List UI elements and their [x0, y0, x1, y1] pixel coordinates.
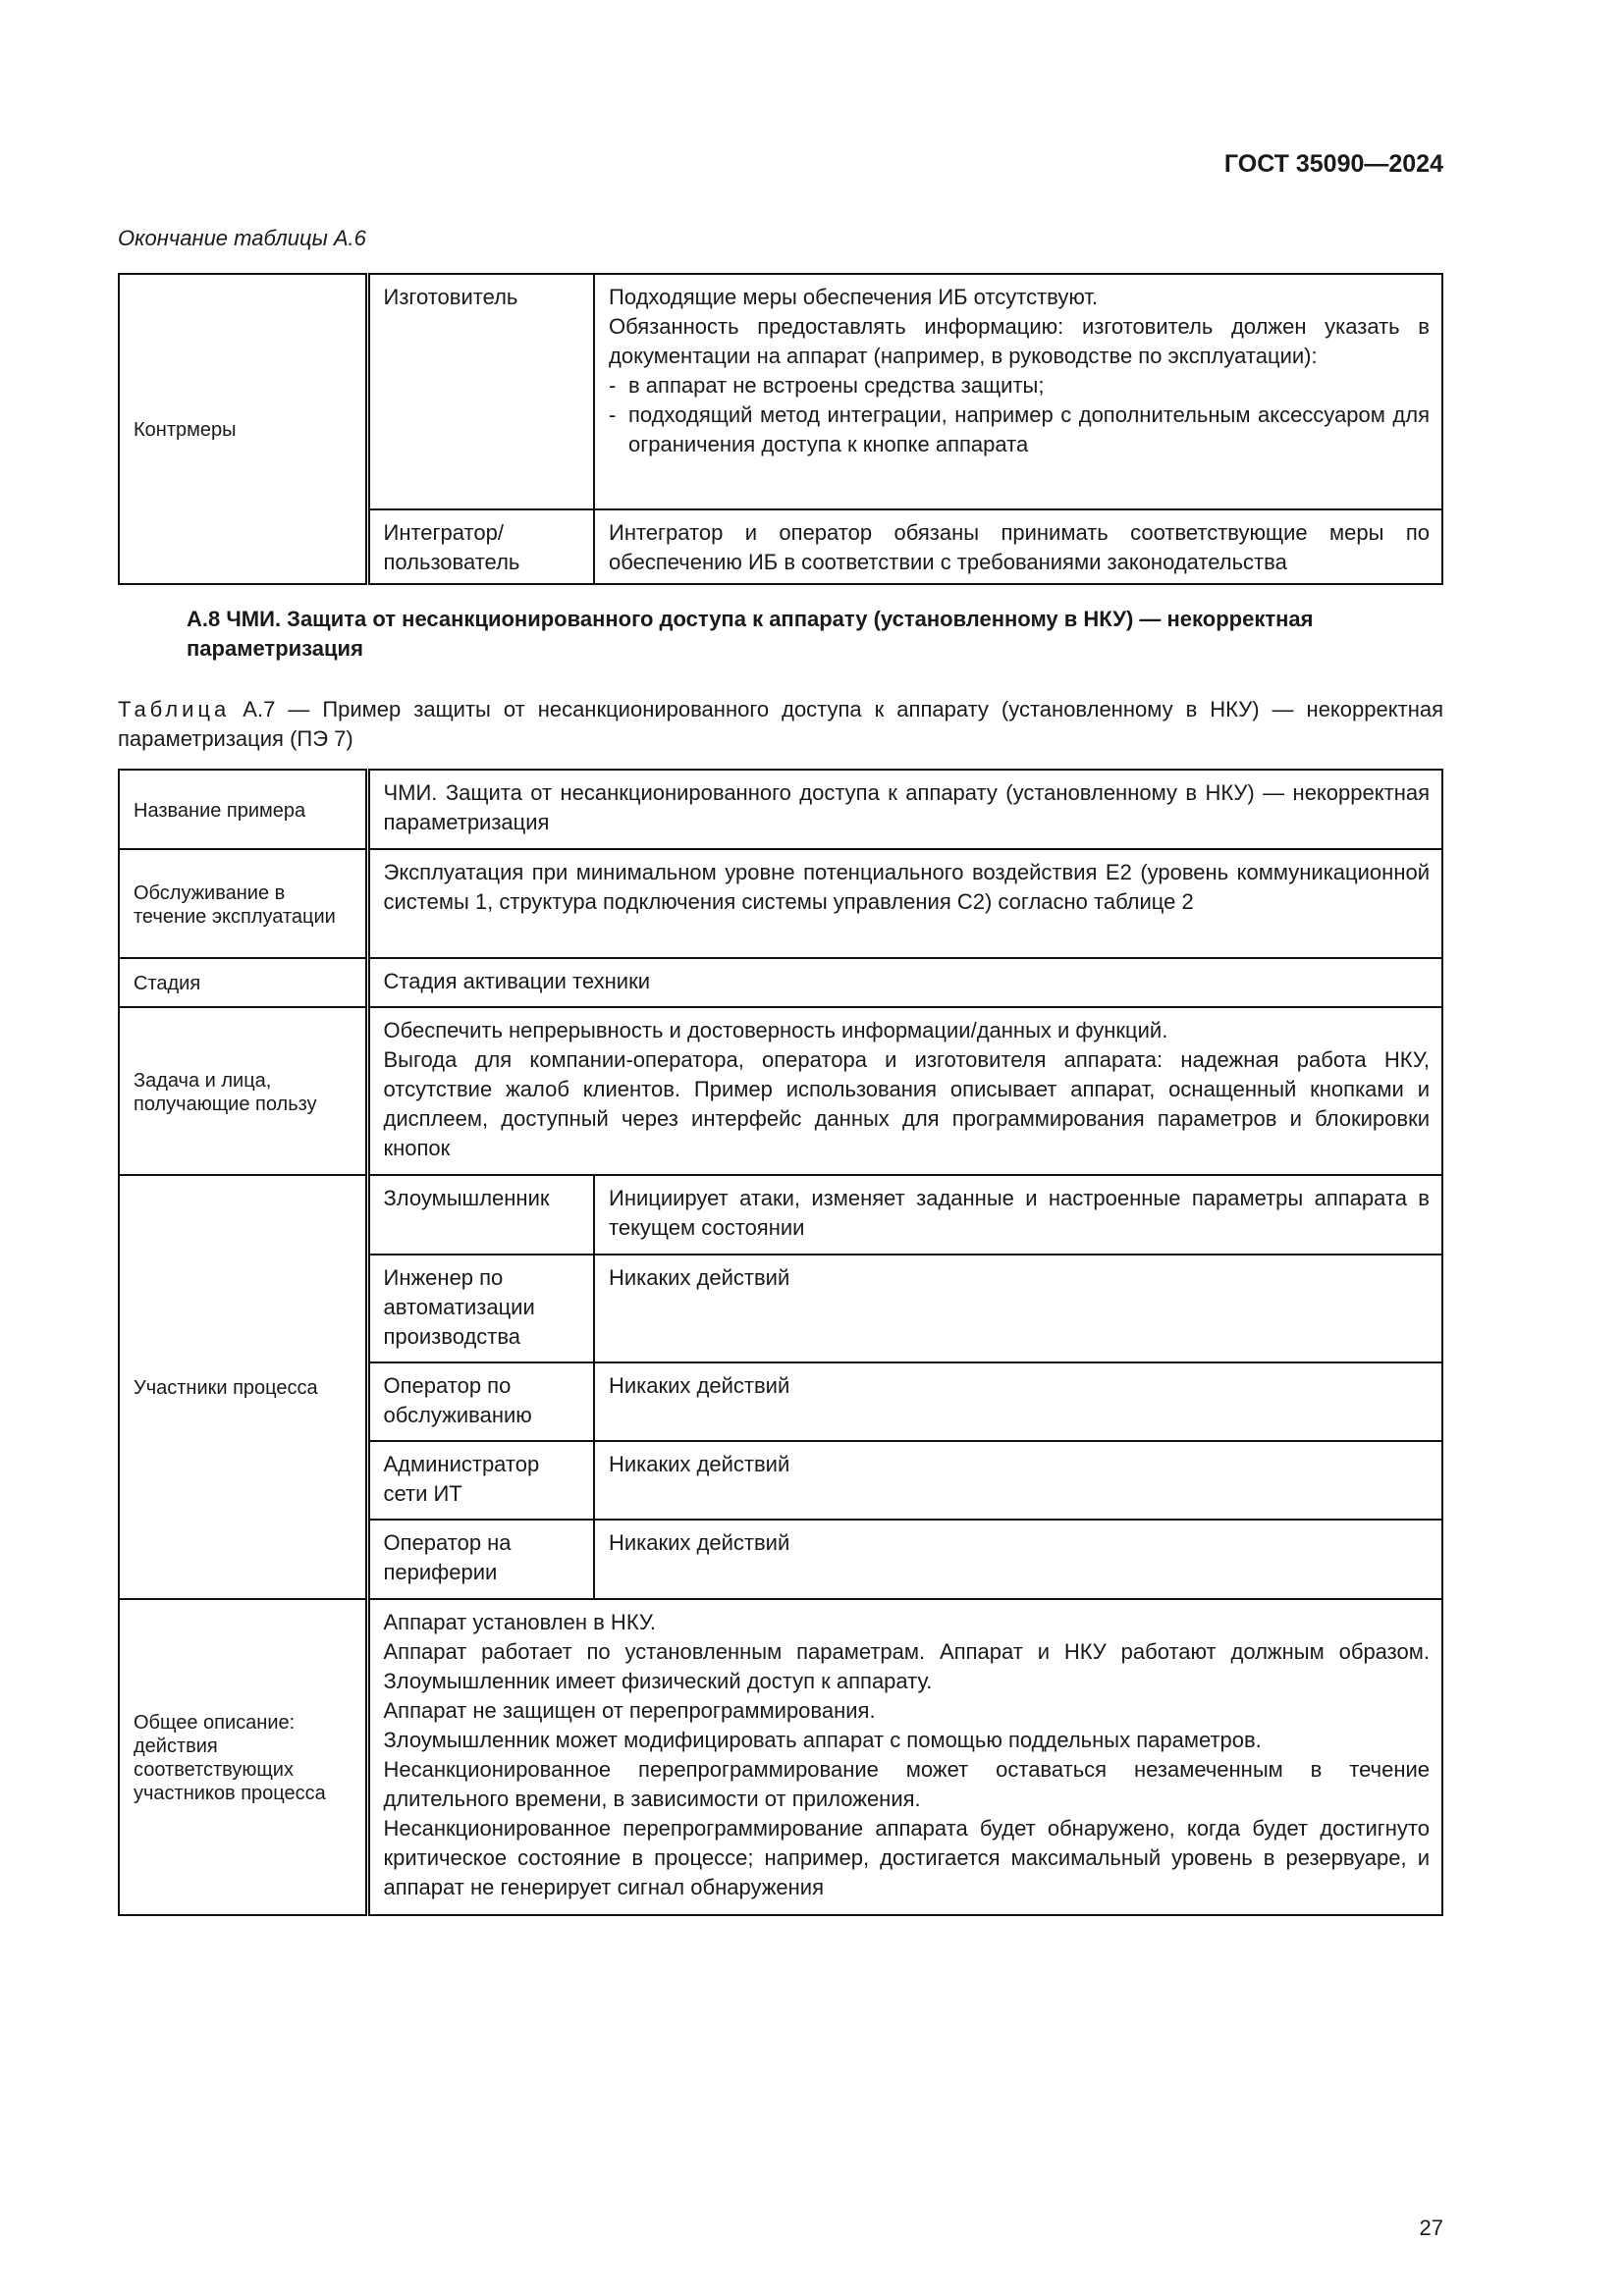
role-cell: Изготовитель [367, 274, 594, 509]
value-cell [367, 1007, 1442, 1175]
bullet-item: - в аппарат не встроены средства защиты; [609, 373, 1045, 398]
table-a7 [118, 769, 1443, 1916]
description-cell [594, 274, 1442, 509]
row-label: Обслуживание в течение эксплуатации [119, 849, 367, 958]
value-cell: ЧМИ. Защита от несанкционированного доступа к аппарату (установленному в НКУ) — некорректная параметризация [367, 770, 1442, 849]
table-row [119, 274, 1442, 509]
text-line: Обеспечить непрерывность и достоверность информации/данных и функций. [383, 1018, 1168, 1042]
text-line: Аппарат работает по установленным параметрам. Аппарат и НКУ работают должным образом. Злоумышленник имеет физический доступ к аппарату. [383, 1639, 1430, 1693]
text-line: Выгода для компании-оператора, оператора и изготовителя аппарата: надежная работа НКУ, отсутствие жалоб клиентов. Пример использования описывает аппарат, оснащенный кнопками и дисплеем, доступный через интерфейс данных для программирования параметров и блокировки кнопок [383, 1047, 1430, 1160]
text-line: Несанкционированное перепрограммирование аппарата будет обнаружено, когда будет достигнуто критическое состояние в процессе; например, достигается максимальный уровень в резервуаре, и аппарат не генерирует сигнал обнаружения [383, 1816, 1430, 1899]
table-continuation-label: Окончание таблицы А.6 [118, 226, 366, 250]
row-label: Контрмеры [119, 274, 367, 584]
value-cell: Эксплуатация при минимальном уровне потенциального воздействия Е2 (уровень коммуникационной системы 1, структура подключения системы управления С2) согласно таблице 2 [367, 849, 1442, 958]
row-label: Название примера [119, 770, 367, 849]
role-cell: Интегратор/ пользователь [367, 509, 594, 584]
action-cell: Никаких действий [594, 1441, 1442, 1520]
action-cell: Никаких действий [594, 1255, 1442, 1362]
text-line: Злоумышленник может модифицировать аппарат с помощью поддельных параметров. [383, 1728, 1262, 1752]
description-cell: Интегратор и оператор обязаны принимать соответствующие меры по обеспечению ИБ в соответствии с требованиями законодательства [594, 509, 1442, 584]
role-cell: Злоумышленник [367, 1175, 594, 1255]
table-a6 [118, 273, 1443, 585]
row-label: Участники процесса [119, 1175, 367, 1599]
table-row [119, 849, 1442, 958]
table-row [119, 958, 1442, 1007]
table-row [119, 1007, 1442, 1175]
row-label: Задача и лица, получающие пользу [119, 1007, 367, 1175]
page-number: 27 [1419, 2216, 1443, 2240]
table-caption: Таблица А.7 — Пример защиты от несанкционированного доступа к аппарату (установленному в НКУ) — некорректная параметризация (ПЭ 7) [118, 697, 1443, 751]
table-row [119, 1599, 1442, 1915]
value-cell: Стадия активации техники [367, 958, 1442, 1007]
action-cell: Инициирует атаки, изменяет заданные и настроенные параметры аппарата в текущем состоянии [594, 1175, 1442, 1255]
row-label: Общее описание: действия соответствующих участников процесса [119, 1599, 367, 1915]
bullet-item: - подходящий метод интеграции, например с дополнительным аксессуаром для ограничения доступа к кнопке аппарата [609, 402, 1430, 456]
text-line: Обязанность предоставлять информацию: изготовитель должен указать в документации на аппарат (например, в руководстве по эксплуатации): [609, 314, 1430, 368]
role-cell: Администратор сети ИТ [367, 1441, 594, 1520]
action-cell: Никаких действий [594, 1520, 1442, 1599]
text-line: Аппарат установлен в НКУ. [383, 1610, 657, 1634]
text-line: Аппарат не защищен от перепрограммирования. [383, 1698, 876, 1723]
text-line: Несанкционированное перепрограммирование может оставаться незамеченным в течение длительного времени, в зависимости от приложения. [383, 1757, 1430, 1811]
role-cell: Оператор по обслуживанию [367, 1362, 594, 1441]
table-row [119, 1175, 1442, 1255]
role-cell: Инженер по автоматизации производства [367, 1255, 594, 1362]
value-cell [367, 1599, 1442, 1915]
row-label: Стадия [119, 958, 367, 1007]
table-row [119, 770, 1442, 849]
document-id: ГОСТ 35090—2024 [1223, 150, 1443, 178]
role-cell: Оператор на периферии [367, 1520, 594, 1599]
action-cell: Никаких действий [594, 1362, 1442, 1441]
text-line: Подходящие меры обеспечения ИБ отсутствуют. [609, 285, 1099, 309]
section-heading: А.8 ЧМИ. Защита от несанкционированного доступа к аппарату (установленному в НКУ) — некорректная параметризация [187, 607, 1314, 661]
